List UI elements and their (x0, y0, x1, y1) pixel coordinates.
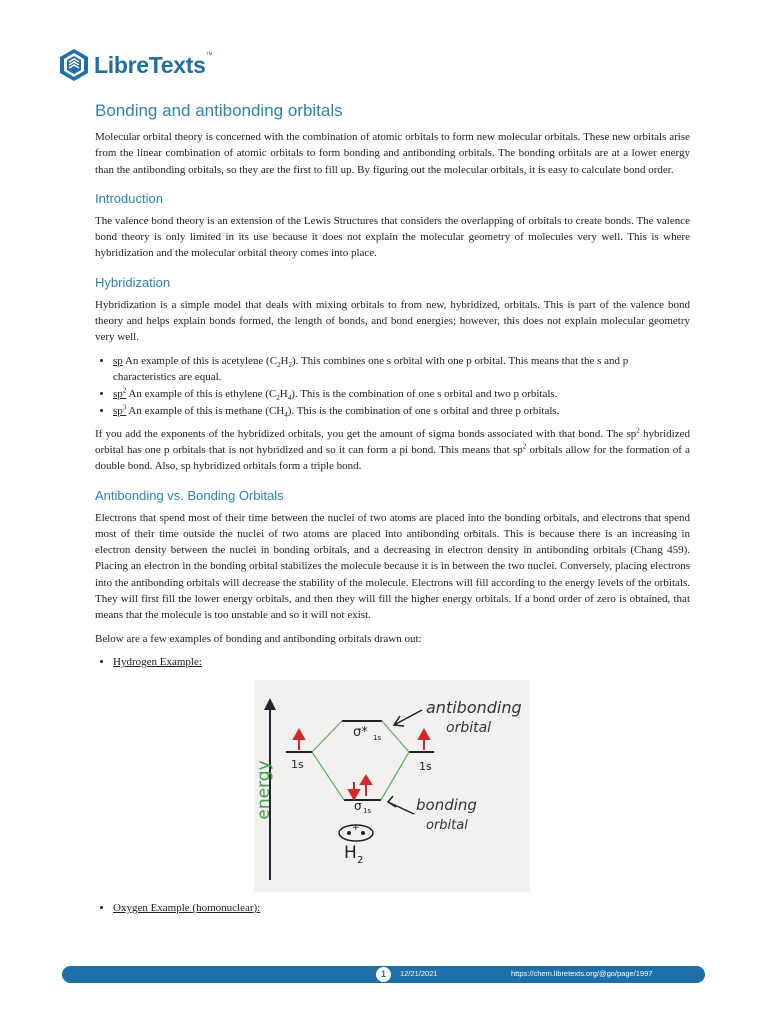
hybridization-list (95, 353, 690, 419)
sigma-star-label: σ* (353, 724, 368, 740)
nucleus-right (361, 831, 365, 835)
libretexts-hex-icon (57, 48, 91, 82)
hydrogen-example-link[interactable]: Hydrogen Example: (113, 655, 202, 668)
bonding-orbital-annotation: orbital (426, 817, 468, 833)
energy-label: energy (254, 760, 274, 820)
footer-url[interactable]: https://chem.libretexts.org/@go/page/1997 (511, 969, 653, 978)
logo-wordmark: LibreTexts™ (94, 51, 213, 78)
energy-axis-arrowhead (264, 698, 276, 710)
list-item-sp3: • $sp^3$ An example of this is methane $(CH_4)$. This is the combination of one s orbital and three p orbitals. (113, 403, 690, 419)
hydrogen-mo-diagram (254, 680, 530, 892)
oxygen-example-link[interactable]: Oxygen Example (homonuclear): (113, 901, 261, 914)
list-item-hydrogen (113, 654, 690, 670)
intro-paragraph: Molecular orbital theory is concerned with the combination of atomic orbitals to form new molecular orbitals. These new orbitals arise from the linear combination of atomic orbitals to form bonding and antibonding orbitals. The bonding orbitals are at a lower energy than the antibonding orbitals, so they are the first to fill up. By figuring out the molecular orbitals, it is easy to calculate bond order. (95, 131, 690, 176)
sigma-label: σ (354, 798, 362, 813)
examples-list-2 (95, 900, 690, 916)
sp-link[interactable]: sp (113, 354, 123, 367)
electron-arrows (294, 730, 429, 799)
antibonding-annotation: antibonding (426, 697, 522, 717)
list-item-sp2: • $sp^2$ An example of this is ethylene $(C_2H_4)$. This is the combination of one s orbital and two p orbitals. (113, 386, 690, 402)
left-1s-label: 1s (291, 757, 304, 771)
footer-date: 12/21/2021 (400, 969, 438, 978)
page-number: 1 (376, 967, 391, 982)
introduction-paragraph: The valence bond theory is an extension of the Lewis Structures that considers the overlapping of orbitals to create bonds. The valence bond theory is only limited in its use because it does not explain the molecular geometry of molecules very well. This is where hybridization and the molecular orbital theory comes into place. (95, 214, 690, 260)
antibonding-orbital-annotation: orbital (446, 719, 492, 736)
nucleus-plus: + (352, 822, 360, 833)
sigma-subscript: 1s (363, 806, 372, 815)
introduction-heading: Introduction (95, 190, 163, 206)
exponents-paragraph: If you add the exponents of the hybridized orbitals, you get the amount of sigma bonds associated with that bond. The $sp^2$ hybridized orbital has one p orbitals that is not hybridized and so it can form a pi bond. This means that $sp^2$ orbitals allow for the formation of a double bond. Also, sp hybridized orbitals form a triple bond. (95, 426, 690, 473)
libretexts-logo[interactable] (57, 48, 212, 82)
page-footer (62, 966, 705, 983)
list-item-sp: • sp An example of this is acetylene $(C_2H_2)$. This combines one s orbital with one p orbital. This means that the s and p characteristics are equal. (113, 353, 690, 385)
right-1s-label: 1s (419, 759, 432, 773)
list-item-oxygen (113, 900, 690, 916)
article-content (95, 100, 690, 923)
sigma-star-subscript: 1s (373, 733, 382, 742)
examples-list-1 (95, 654, 690, 670)
molecule-subscript: 2 (357, 854, 364, 866)
hybridization-heading: Hybridization (95, 274, 171, 290)
examples-intro: Below are a few examples of bonding and antibonding orbitals drawn out: (95, 632, 422, 645)
antibonding-paragraph: Electrons that spend most of their time between the nuclei of two atoms are placed into the bonding orbitals, and electrons that spend most of their time outside the nuclei of two atoms are placed into antibonding orbitals. This is because there is an increasing in electron density between the nuclei in bonding orbitals, and a decreasing in electron density in antibonding orbitals (Chang 459). Placing an electron in the bonding orbital stabilizes the molecule because it is in between the two nuclei. Conversely, placing electrons into the antibonding orbitals will decrease the stability of the molecule. Electrons will fill according to the energy levels of the orbitals. They will first fill the lower energy orbitals, and then they will fill the higher energy orbitals. If a bond order of zero is obtained, that means that the molecule is too unstable and so it will not exist. (95, 511, 690, 622)
hybridization-paragraph: Hybridization is a simple model that deals with mixing orbitals to from new, hybridized, orbitals. This is part of the valence bond theory and helps explain bonds formed, the length of bonds, and bond energies; however, this does not explain molecular geometry very well. (95, 298, 690, 344)
nucleus-left (347, 831, 351, 835)
antibonding-heading: Antibonding vs. Bonding Orbitals (95, 487, 284, 503)
sp3-link[interactable]: $sp^3$ (113, 403, 127, 417)
molecule-label: H (344, 842, 357, 863)
sp2-link[interactable]: $sp^2$ (113, 386, 127, 400)
bonding-annotation: bonding (416, 795, 477, 814)
page-title: Bonding and antibonding orbitals (95, 101, 343, 120)
